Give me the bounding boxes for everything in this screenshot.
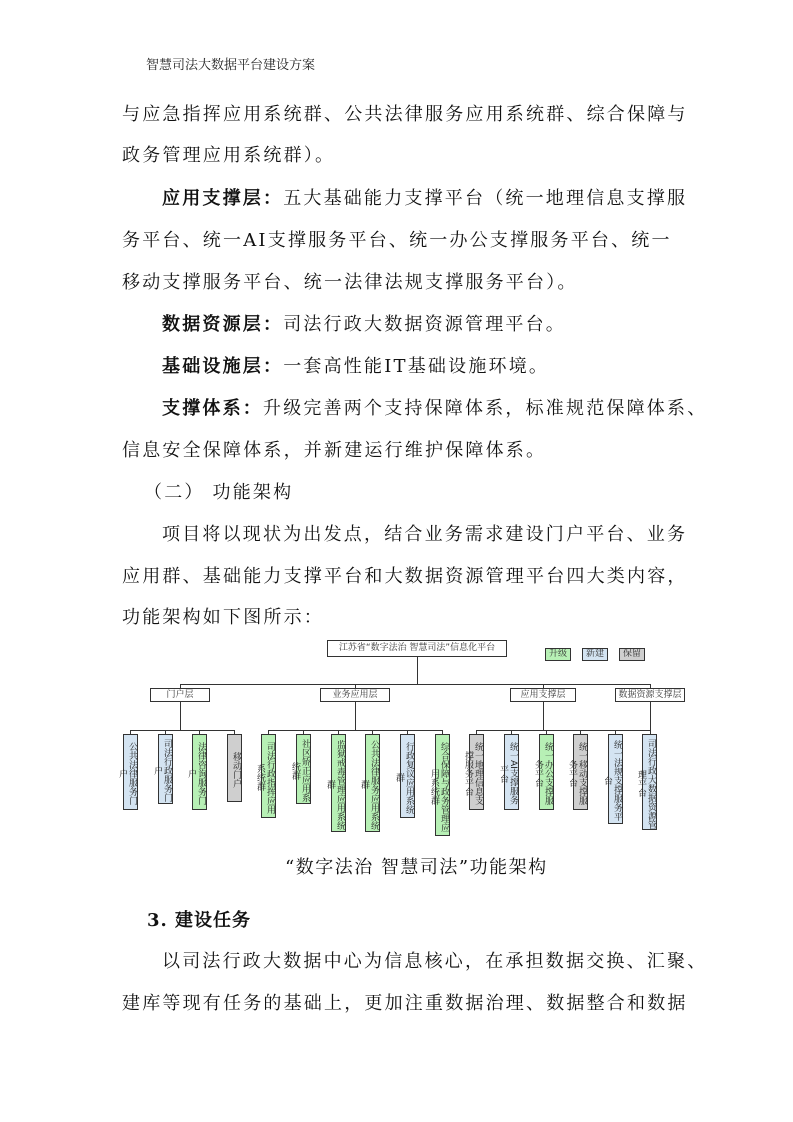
paragraph-line	[162, 313, 566, 337]
connector	[234, 730, 235, 734]
connector	[268, 730, 442, 731]
app-col: 社区矫正应用系统群	[296, 734, 311, 804]
app-col: 行政复议应用系统群	[400, 734, 415, 818]
connector	[180, 684, 181, 688]
paragraph-line: 与应急指挥应用系统群、公共法律服务应用系统群、综合保障与	[122, 104, 688, 125]
paragraph-line	[162, 397, 707, 421]
paragraph-line: 移动支撑服务平台、统一法律法规支撑服务平台）。	[122, 272, 578, 293]
portal-col: 司法行政服务门户	[158, 734, 173, 804]
paragraph-line: 功能架构如下图所示：	[122, 607, 324, 628]
paragraph-line: 以司法行政大数据中心为信息核心，在承担数据交换、汇聚、	[162, 951, 708, 972]
portal-col: 公共法律服务门户	[123, 734, 138, 810]
connector	[417, 657, 418, 684]
connector	[442, 730, 443, 734]
connector	[303, 730, 304, 734]
connector	[372, 730, 373, 734]
figure-caption: “数字法治 智慧司法”功能架构	[285, 857, 548, 878]
portal-col: 移动门户	[227, 734, 242, 802]
category-support: 应用支撑层	[510, 688, 576, 702]
connector	[650, 684, 651, 688]
app-col: 综合保障与政务管理应用系统群	[435, 734, 450, 836]
paragraph-line: 信息安全保障体系，并新建运行维护保障体系。	[122, 440, 547, 461]
support-col: 统一地理信息支撑服务平台	[469, 734, 484, 810]
legend-upgrade: 升级	[545, 648, 571, 661]
connector	[355, 702, 356, 730]
connector	[546, 730, 547, 734]
subsection-heading: （二） 功能架构	[144, 482, 294, 503]
support-col: 统一移动支撑服务平台	[573, 734, 588, 810]
connector	[355, 684, 356, 688]
app-col: 司法行政指挥应用系统群	[261, 734, 276, 818]
paragraph-line: 务平台、统一AI支撑服务平台、统一办公支撑服务平台、统一	[122, 230, 672, 251]
connector	[338, 730, 339, 734]
connector	[543, 684, 544, 688]
paragraph-line	[162, 187, 687, 211]
root-node: 江苏省“数字法治 智慧司法”信息化平台	[327, 640, 507, 657]
term-label: 数据资源层：	[162, 314, 284, 335]
paragraph-line: 建库等现有任务的基础上，更加注重数据治理、数据整合和数据	[122, 993, 688, 1014]
category-portal: 门户层	[150, 688, 210, 702]
connector	[650, 702, 651, 734]
connector	[615, 730, 616, 734]
paragraph-line: 应用群、基础能力支撑平台和大数据资源管理平台四大类内容，	[122, 566, 688, 587]
paragraph-line: 项目将以现状为出发点，结合业务需求建设门户平台、业务	[162, 524, 688, 545]
paragraph-line	[162, 355, 549, 379]
connector	[180, 702, 181, 730]
support-col: 统一AI支撑服务平台	[504, 734, 519, 810]
connector	[268, 730, 269, 734]
term-text: 司法行政大数据资源管理平台。	[283, 314, 567, 335]
paragraph-line: 政务管理应用系统群）。	[122, 145, 336, 166]
legend-new: 新建	[582, 648, 608, 661]
term-text: 一套高性能IT基础设施环境。	[283, 356, 550, 377]
connector	[199, 730, 200, 734]
connector	[130, 730, 131, 734]
connector	[165, 730, 166, 734]
connector	[130, 730, 234, 731]
support-col: 统一法规支撑服务平台	[608, 734, 623, 824]
app-col: 监狱戒毒管理应用系统群	[331, 734, 346, 832]
connector	[180, 684, 650, 685]
connector	[511, 730, 512, 734]
term-label: 基础设施层：	[162, 356, 284, 377]
connector	[543, 702, 544, 730]
connector	[476, 730, 650, 731]
data-col: 司法行政大数据资源管理平台	[642, 734, 657, 830]
section-heading: 3. 建设任务	[147, 910, 252, 931]
term-label: 支撑体系：	[162, 398, 263, 419]
term-text: 升级完善两个支持保障体系，标准规范保障体系、	[263, 398, 708, 419]
running-header: 智慧司法大数据平台建设方案	[146, 58, 316, 73]
portal-col: 法律咨询服务门户	[192, 734, 207, 810]
term-label: 应用支撑层：	[162, 188, 284, 209]
connector	[476, 730, 477, 734]
legend-keep: 保留	[619, 648, 645, 661]
app-col: 公共法律服务应用系统群	[365, 734, 380, 832]
term-text: 五大基础能力支撑平台（统一地理信息支撑服	[283, 188, 688, 209]
connector	[407, 730, 408, 734]
category-data: 数据资源支撑层	[615, 688, 685, 702]
support-col: 统一办公支撑服务平台	[539, 734, 554, 810]
connector	[580, 730, 581, 734]
category-apps: 业务应用层	[320, 688, 390, 702]
